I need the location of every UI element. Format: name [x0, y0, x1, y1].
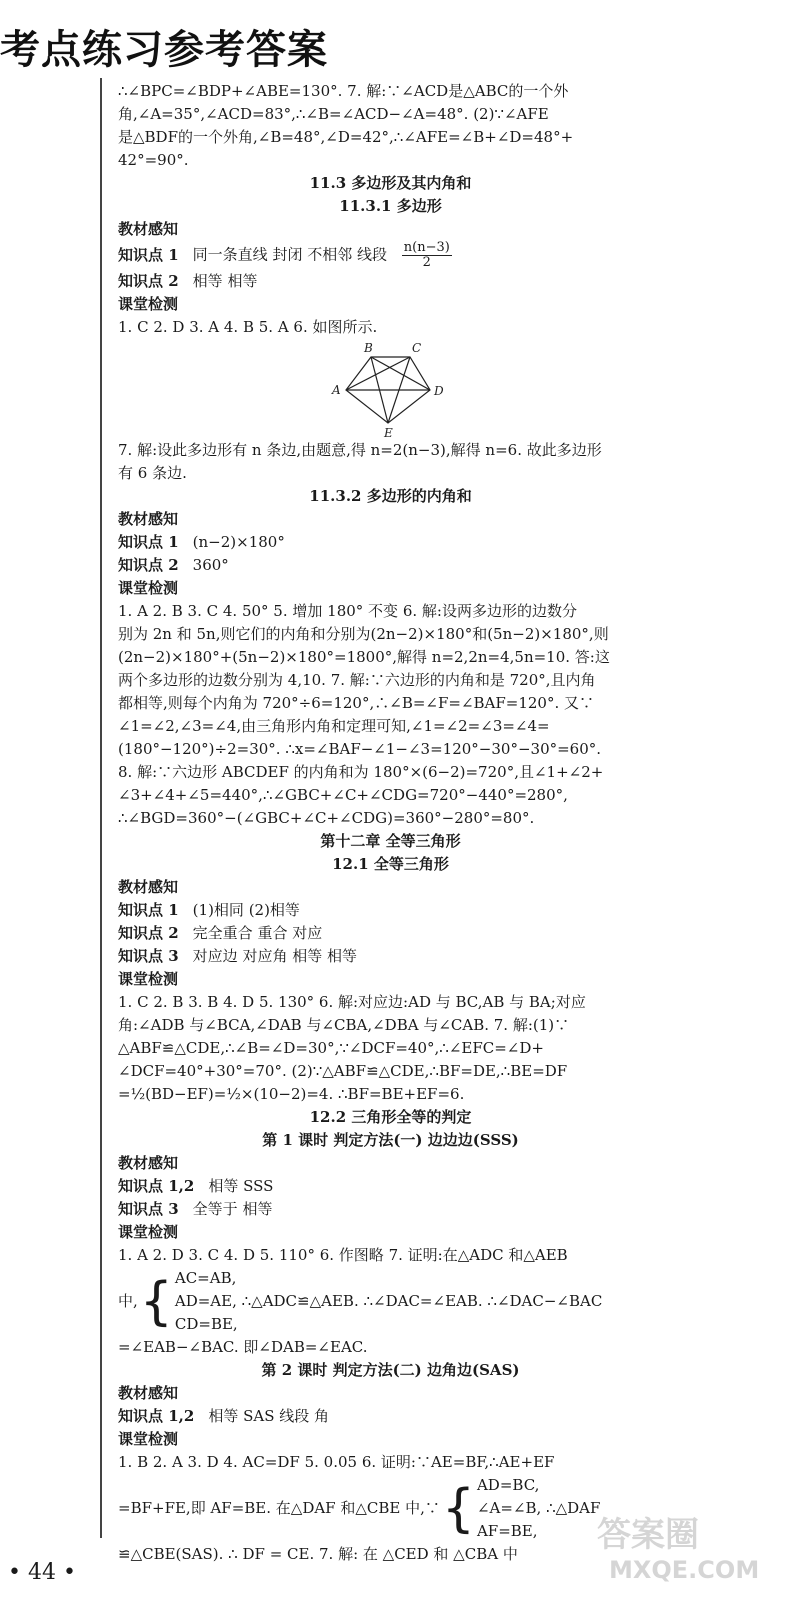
subsection-heading: 11.3.2 多边形的内角和 — [309, 487, 472, 505]
kp-text: (1)相同 (2)相等 — [192, 901, 300, 919]
section-heading: 12.2 三角形全等的判定 — [309, 1108, 472, 1126]
text-line: (2n−2)×180°+(5n−2)×180°=1800°,解得 n=2,2n=4,5n=10. 答:这 — [118, 648, 610, 666]
text-line: 1. C 2. B 3. B 4. D 5. 130° 6. 解:对应边:AD 与 BC,AB 与 BA;对应 — [118, 993, 586, 1011]
knowledge-point — [118, 922, 663, 945]
kp-label: 知识点 2 — [118, 556, 179, 574]
margin-rule — [100, 78, 102, 1538]
kp-label: 知识点 1 — [118, 901, 179, 919]
kp-label: 知识点 1,2 — [118, 1177, 195, 1195]
watermark-text: 答案圈 — [597, 1515, 699, 1555]
block-label: 课堂检测 — [118, 579, 179, 597]
kp-text: 360° — [192, 556, 229, 574]
page-number: • 44 • — [8, 1560, 76, 1585]
kp-label: 知识点 1,2 — [118, 1407, 195, 1425]
brace-icon: { — [441, 1478, 475, 1539]
text-line: ∴∠BGD=360°−(∠GBC+∠C+∠CDG)=360°−280°=80°. — [118, 809, 535, 827]
knowledge-point — [118, 531, 663, 554]
answer-content — [118, 80, 663, 1566]
vertex-label-a: A — [331, 383, 341, 397]
text-line: △ABF≌△CDE,∴∠B=∠D=30°,∵∠DCF=40°,∴∠EFC=∠D+ — [118, 1039, 544, 1057]
text-line: 1. C 2. D 3. A 4. B 5. A 6. 如图所示. — [118, 318, 378, 336]
text-line: (180°−120°)÷2=30°. ∴x=∠BAF−∠1−∠3=120°−30°−30°=60°. — [118, 740, 602, 758]
text-line: ∠3+∠4+∠5=440°,∴∠GBC+∠C+∠CDG=720°−440°=280°, — [118, 786, 568, 804]
text-line: 别为 2n 和 5n,则它们的内角和分别为(2n−2)×180°和(5n−2)×180°,则 — [118, 625, 609, 643]
block-label: 课堂检测 — [118, 1223, 179, 1241]
knowledge-point — [118, 1198, 663, 1221]
fraction-denominator: 2 — [422, 255, 431, 270]
system-line: AC=AB, — [174, 1269, 237, 1287]
knowledge-point — [118, 1175, 663, 1198]
block-label: 课堂检测 — [118, 970, 179, 988]
text-line: 有 6 条边. — [118, 464, 187, 482]
text-line: 是△BDF的一个外角,∠B=48°,∠D=42°,∴∠AFE=∠B+∠D=48°+ — [118, 128, 574, 146]
text-line: ∴∠BPC=∠BDP+∠ABE=130°. 7. 解:∵∠ACD是△ABC的一个外 — [118, 82, 569, 100]
system-line: CD=BE, — [174, 1315, 238, 1333]
text-line: 1. A 2. D 3. C 4. D 5. 110° 6. 作图略 7. 证明:在△ADC 和△AEB — [118, 1246, 568, 1264]
text-line: 角,∠A=35°,∠ACD=83°,∴∠B=∠ACD−∠A=48°. (2)∵∠AFE — [118, 105, 549, 123]
kp-text: 全等于 相等 — [192, 1200, 273, 1218]
text-line: 角:∠ADB 与∠BCA,∠DAB 与∠CBA,∠DBA 与∠CAB. 7. 解:(1)∵ — [118, 1016, 570, 1034]
subsection-heading: 11.3.1 多边形 — [339, 197, 442, 215]
block-label: 课堂检测 — [118, 1430, 179, 1448]
kp-label: 知识点 2 — [118, 924, 179, 942]
block-label: 教材感知 — [118, 1154, 179, 1172]
text-line: 1. A 2. B 3. C 4. 50° 5. 增加 180° 不变 6. 解:设两多边形的边数分 — [118, 602, 577, 620]
text-line: 都相等,则每个内角为 720°÷6=120°,∴∠B=∠F=∠BAF=120°. 又∵ — [118, 694, 595, 712]
fraction-numerator: n(n−3) — [403, 240, 450, 255]
watermark-url: MXQE.COM — [609, 1556, 760, 1584]
knowledge-point — [118, 899, 663, 922]
vertex-label-b: B — [363, 341, 373, 355]
text-line: 7. 解:设此多边形有 n 条边,由题意,得 n=2(n−3),解得 n=6. 故此多边形 — [118, 441, 602, 459]
system-line: AD=AE, ∴△ADC≌△AEB. ∴∠DAC=∠EAB. ∴∠DAC−∠BAC — [174, 1292, 603, 1310]
kp-label: 知识点 1 — [118, 533, 179, 551]
knowledge-point — [118, 554, 663, 577]
system-line: AF=BE, — [476, 1522, 538, 1540]
text-line: 8. 解:∵六边形 ABCDEF 的内角和为 180°×(6−2)=720°,且∠1+∠2+ — [118, 763, 604, 781]
kp-text: (n−2)×180° — [192, 533, 285, 551]
fraction — [402, 241, 452, 270]
kp-label: 知识点 1 — [118, 245, 179, 264]
system-prefix: 中, — [118, 1292, 138, 1310]
text-line: ∠1=∠2,∠3=∠4,由三角形内角和定理可知,∠1=∠2=∠3=∠4= — [118, 717, 550, 735]
block-label: 课堂检测 — [118, 295, 179, 313]
block-label: 教材感知 — [118, 878, 179, 896]
lesson-heading: 第 2 课时 判定方法(二) 边角边(SAS) — [261, 1361, 520, 1379]
kp-text: 相等 SAS 线段 角 — [208, 1407, 330, 1425]
equation-system — [118, 1474, 663, 1543]
kp-label: 知识点 3 — [118, 947, 179, 965]
lesson-heading: 第 1 课时 判定方法(一) 边边边(SSS) — [262, 1131, 519, 1149]
vertex-label-e: E — [383, 426, 393, 439]
text-line: 42°=90°. — [118, 151, 189, 169]
pentagram-figure — [326, 341, 456, 439]
knowledge-point — [118, 1405, 663, 1428]
page-title: 考点练习参考答案 — [0, 27, 328, 73]
subsection-heading: 12.1 全等三角形 — [332, 855, 449, 873]
kp-text: 相等 SSS — [208, 1177, 274, 1195]
text-line: ∠DCF=40°+30°=70°. (2)∵△ABF≌△CDE,∴BF=DE,∴BE=DF — [118, 1062, 568, 1080]
vertex-label-c: C — [411, 341, 421, 355]
text-line: =∠EAB−∠BAC. 即∠DAB=∠EAC. — [118, 1338, 368, 1356]
section-heading: 11.3 多边形及其内角和 — [309, 174, 472, 192]
vertex-label-d: D — [433, 384, 444, 398]
knowledge-point — [118, 945, 663, 968]
block-label: 教材感知 — [118, 510, 179, 528]
text-line: =½(BD−EF)=½×(10−2)=4. ∴BF=BE+EF=6. — [118, 1085, 465, 1103]
text-line: ≌△CBE(SAS). ∴ DF = CE. 7. 解: 在 △CED 和 △CBA 中 — [118, 1545, 518, 1563]
kp-label: 知识点 3 — [118, 1200, 179, 1218]
text-line: 1. B 2. A 3. D 4. AC=DF 5. 0.05 6. 证明:∵AE=BF,∴AE+EF — [118, 1453, 555, 1471]
watermark — [591, 1506, 781, 1586]
equation-system — [118, 1267, 663, 1336]
system-line: ∠A=∠B, ∴△DAF — [476, 1499, 601, 1517]
chapter-heading: 第十二章 全等三角形 — [320, 832, 461, 850]
knowledge-point — [118, 241, 663, 270]
brace-icon: { — [139, 1271, 173, 1332]
block-label: 教材感知 — [118, 220, 179, 238]
kp-text: 同一条直线 封闭 不相邻 线段 — [192, 245, 387, 264]
knowledge-point — [118, 270, 663, 293]
kp-text: 对应边 对应角 相等 相等 — [192, 947, 357, 965]
block-label: 教材感知 — [118, 1384, 179, 1402]
kp-text: 完全重合 重合 对应 — [192, 924, 323, 942]
system-line: AD=BC, — [476, 1476, 540, 1494]
text-line: 两个多边形的边数分别为 4,10. 7. 解:∵六边形的内角和是 720°,且内角 — [118, 671, 596, 689]
kp-text: 相等 相等 — [192, 272, 258, 290]
system-prefix: =BF+FE,即 AF=BE. 在△DAF 和△CBE 中,∵ — [118, 1499, 440, 1517]
kp-label: 知识点 2 — [118, 272, 179, 290]
